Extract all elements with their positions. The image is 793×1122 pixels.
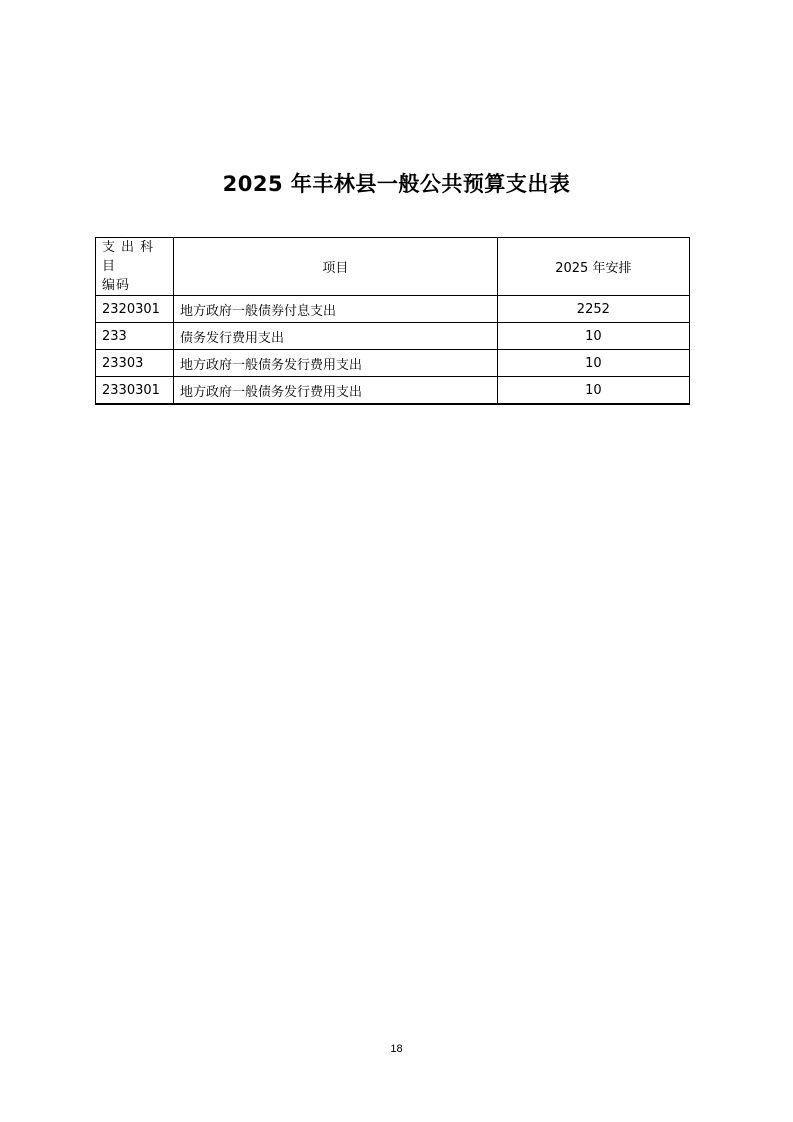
row-item: 债务发行费用支出 <box>173 323 497 350</box>
row-code: 23303 <box>96 350 174 377</box>
row-code: 2320301 <box>96 296 174 323</box>
row-amount: 10 <box>497 323 689 350</box>
header-code-line2: 编码 <box>102 278 131 293</box>
header-code <box>96 238 174 296</box>
row-item: 地方政府一般债务发行费用支出 <box>173 377 497 405</box>
header-code-line1: 支出科目 <box>102 240 160 274</box>
page-number: 18 <box>390 1043 403 1055</box>
row-amount: 10 <box>497 377 689 405</box>
row-amount: 10 <box>497 350 689 377</box>
header-item: 项目 <box>173 238 497 296</box>
table-row <box>96 350 690 377</box>
page-title: 2025 年丰林县一般公共预算支出表 <box>222 172 571 196</box>
table-row <box>96 296 690 323</box>
table-header-row <box>96 238 690 296</box>
header-amount: 2025 年安排 <box>497 238 689 296</box>
row-item: 地方政府一般债务发行费用支出 <box>173 350 497 377</box>
row-amount: 2252 <box>497 296 689 323</box>
table-row <box>96 377 690 405</box>
row-code: 2330301 <box>96 377 174 405</box>
budget-table <box>95 237 690 405</box>
row-code: 233 <box>96 323 174 350</box>
row-item: 地方政府一般债券付息支出 <box>173 296 497 323</box>
table-row <box>96 323 690 350</box>
